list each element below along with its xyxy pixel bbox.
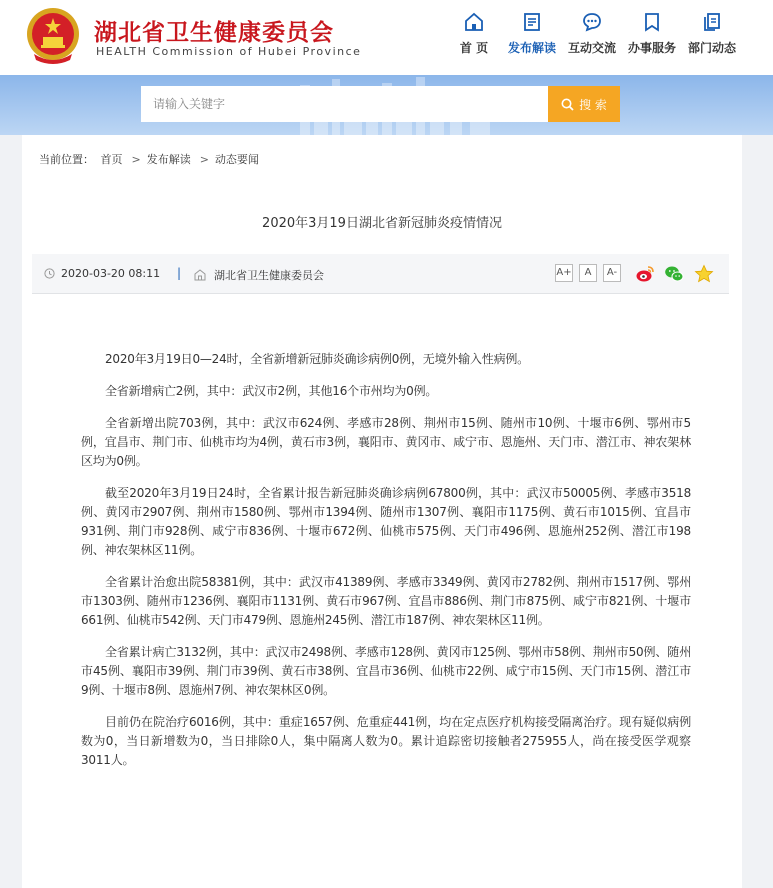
publish-date [44,267,160,280]
meta-divider: | [177,266,182,280]
nav-label: 部门动态 [687,41,736,55]
article-paragraph: 全省累计治愈出院58381例，其中：武汉市41389例、孝感市3349例、黄冈市2782例、荆州市1517例、鄂州市1303例、随州市1236例、襄阳市1131例、黄石市967例、宜昌市886例、荆门市875例、咸宁市821例、十堰市661例、仙桃市542例、天门市479例、恩施州245例、潜江市187例、神农架林区11例。 [81,575,691,627]
article-paragraph: 全省新增病亡2例，其中：武汉市2例，其他16个市州均为0例。 [105,384,438,398]
nav-item-department-news[interactable] [682,12,742,62]
breadcrumb-home[interactable]: 首页 [100,153,123,166]
national-emblem-icon [24,6,82,66]
wechat-share-icon[interactable] [664,264,684,284]
site-header [0,0,773,75]
bookmark-icon [642,12,662,32]
font-increase-button[interactable]: A+ [555,264,573,282]
article-paragraph: 全省新增出院703例，其中：武汉市624例、孝感市28例、荆州市15例、随州市10例、十堰市6例、鄂州市5例，宜昌市、荆门市、仙桃市均为4例，黄石市3例，襄阳市、黄冈市、咸宁市、恩施州、天门市、潜江市、神农架林区均为0例。 [81,416,691,468]
site-name[interactable]: 湖北省卫生健康委员会 [94,20,334,46]
search-banner [0,75,773,135]
nav-item-home[interactable] [444,12,504,62]
nav-label: 发布解读 [507,41,556,55]
article-title: 2020年3月19日湖北省新冠肺炎疫情情况 [262,216,502,231]
nav-label: 首 页 [459,41,489,55]
font-normal-button[interactable]: A [579,264,597,282]
search-button-label: 搜 索 [579,97,607,112]
publish-date-text: 2020-03-20 08:11 [61,267,161,280]
nav-label: 互动交流 [567,41,616,55]
breadcrumb-prefix: 当前位置： [39,153,94,166]
site-name-english: HEALTH Commission of Hubei Province [96,45,362,58]
organization-icon [194,269,206,281]
clock-icon [44,268,55,279]
article-container [22,135,742,888]
files-icon [702,12,722,32]
font-decrease-button[interactable]: A- [603,264,621,282]
home-icon [464,12,484,32]
document-icon [522,12,542,32]
article-paragraph: 截至2020年3月19日24时，全省累计报告新冠肺炎确诊病例67800例，其中：武汉市50005例、孝感市3518例、黄冈市2907例、荆州市1580例、鄂州市1394例、随州市1307例、襄阳市1175例、黄石市1015例、宜昌市931例、荆门市928例、咸宁市836例、十堰市672例、仙桃市575例、天门市496例、恩施州252例、潜江市198例、神农架林区11例。 [81,486,691,557]
article-source [194,267,324,283]
breadcrumb-separator: > [131,153,141,166]
breadcrumb-release[interactable]: 发布解读 [146,153,191,166]
search-icon [561,98,574,111]
article-paragraph: 2020年3月19日0—24时，全省新增新冠肺炎确诊病例0例，无境外输入性病例。 [105,352,529,366]
chat-icon [582,12,602,32]
article-body [81,350,691,783]
article-meta-bar [32,254,729,294]
breadcrumb-news[interactable]: 动态要闻 [214,153,259,166]
weibo-share-icon[interactable] [635,264,655,284]
nav-item-services[interactable] [622,12,682,62]
breadcrumb [39,151,262,167]
favorite-star-icon[interactable] [694,264,714,284]
nav-item-release[interactable] [502,12,562,62]
article-paragraph: 全省累计病亡3132例，其中：武汉市2498例、孝感市128例、黄冈市125例、鄂州市58例、荆州市50例、随州市45例、襄阳市39例、荆门市39例、黄石市38例、宜昌市36例、仙桃市22例、咸宁市15例、天门市15例、潜江市9例、十堰市8例、恩施州7例、神农架林区0例。 [81,645,691,697]
breadcrumb-separator: > [199,153,209,166]
search-input[interactable] [141,86,549,122]
nav-label: 办事服务 [627,41,676,55]
article-paragraph: 目前仍在院治疗6016例，其中：重症1657例、危重症441例，均在定点医疗机构接受隔离治疗。现有疑似病例数为0，当日新增数为0，当日排除0人，集中隔离人数为0。累计追踪密切接触者275955人，尚在接受医学观察3011人。 [81,715,691,767]
nav-item-interaction[interactable] [562,12,622,62]
article-source-text: 湖北省卫生健康委员会 [214,269,324,282]
search-button[interactable] [548,86,620,122]
